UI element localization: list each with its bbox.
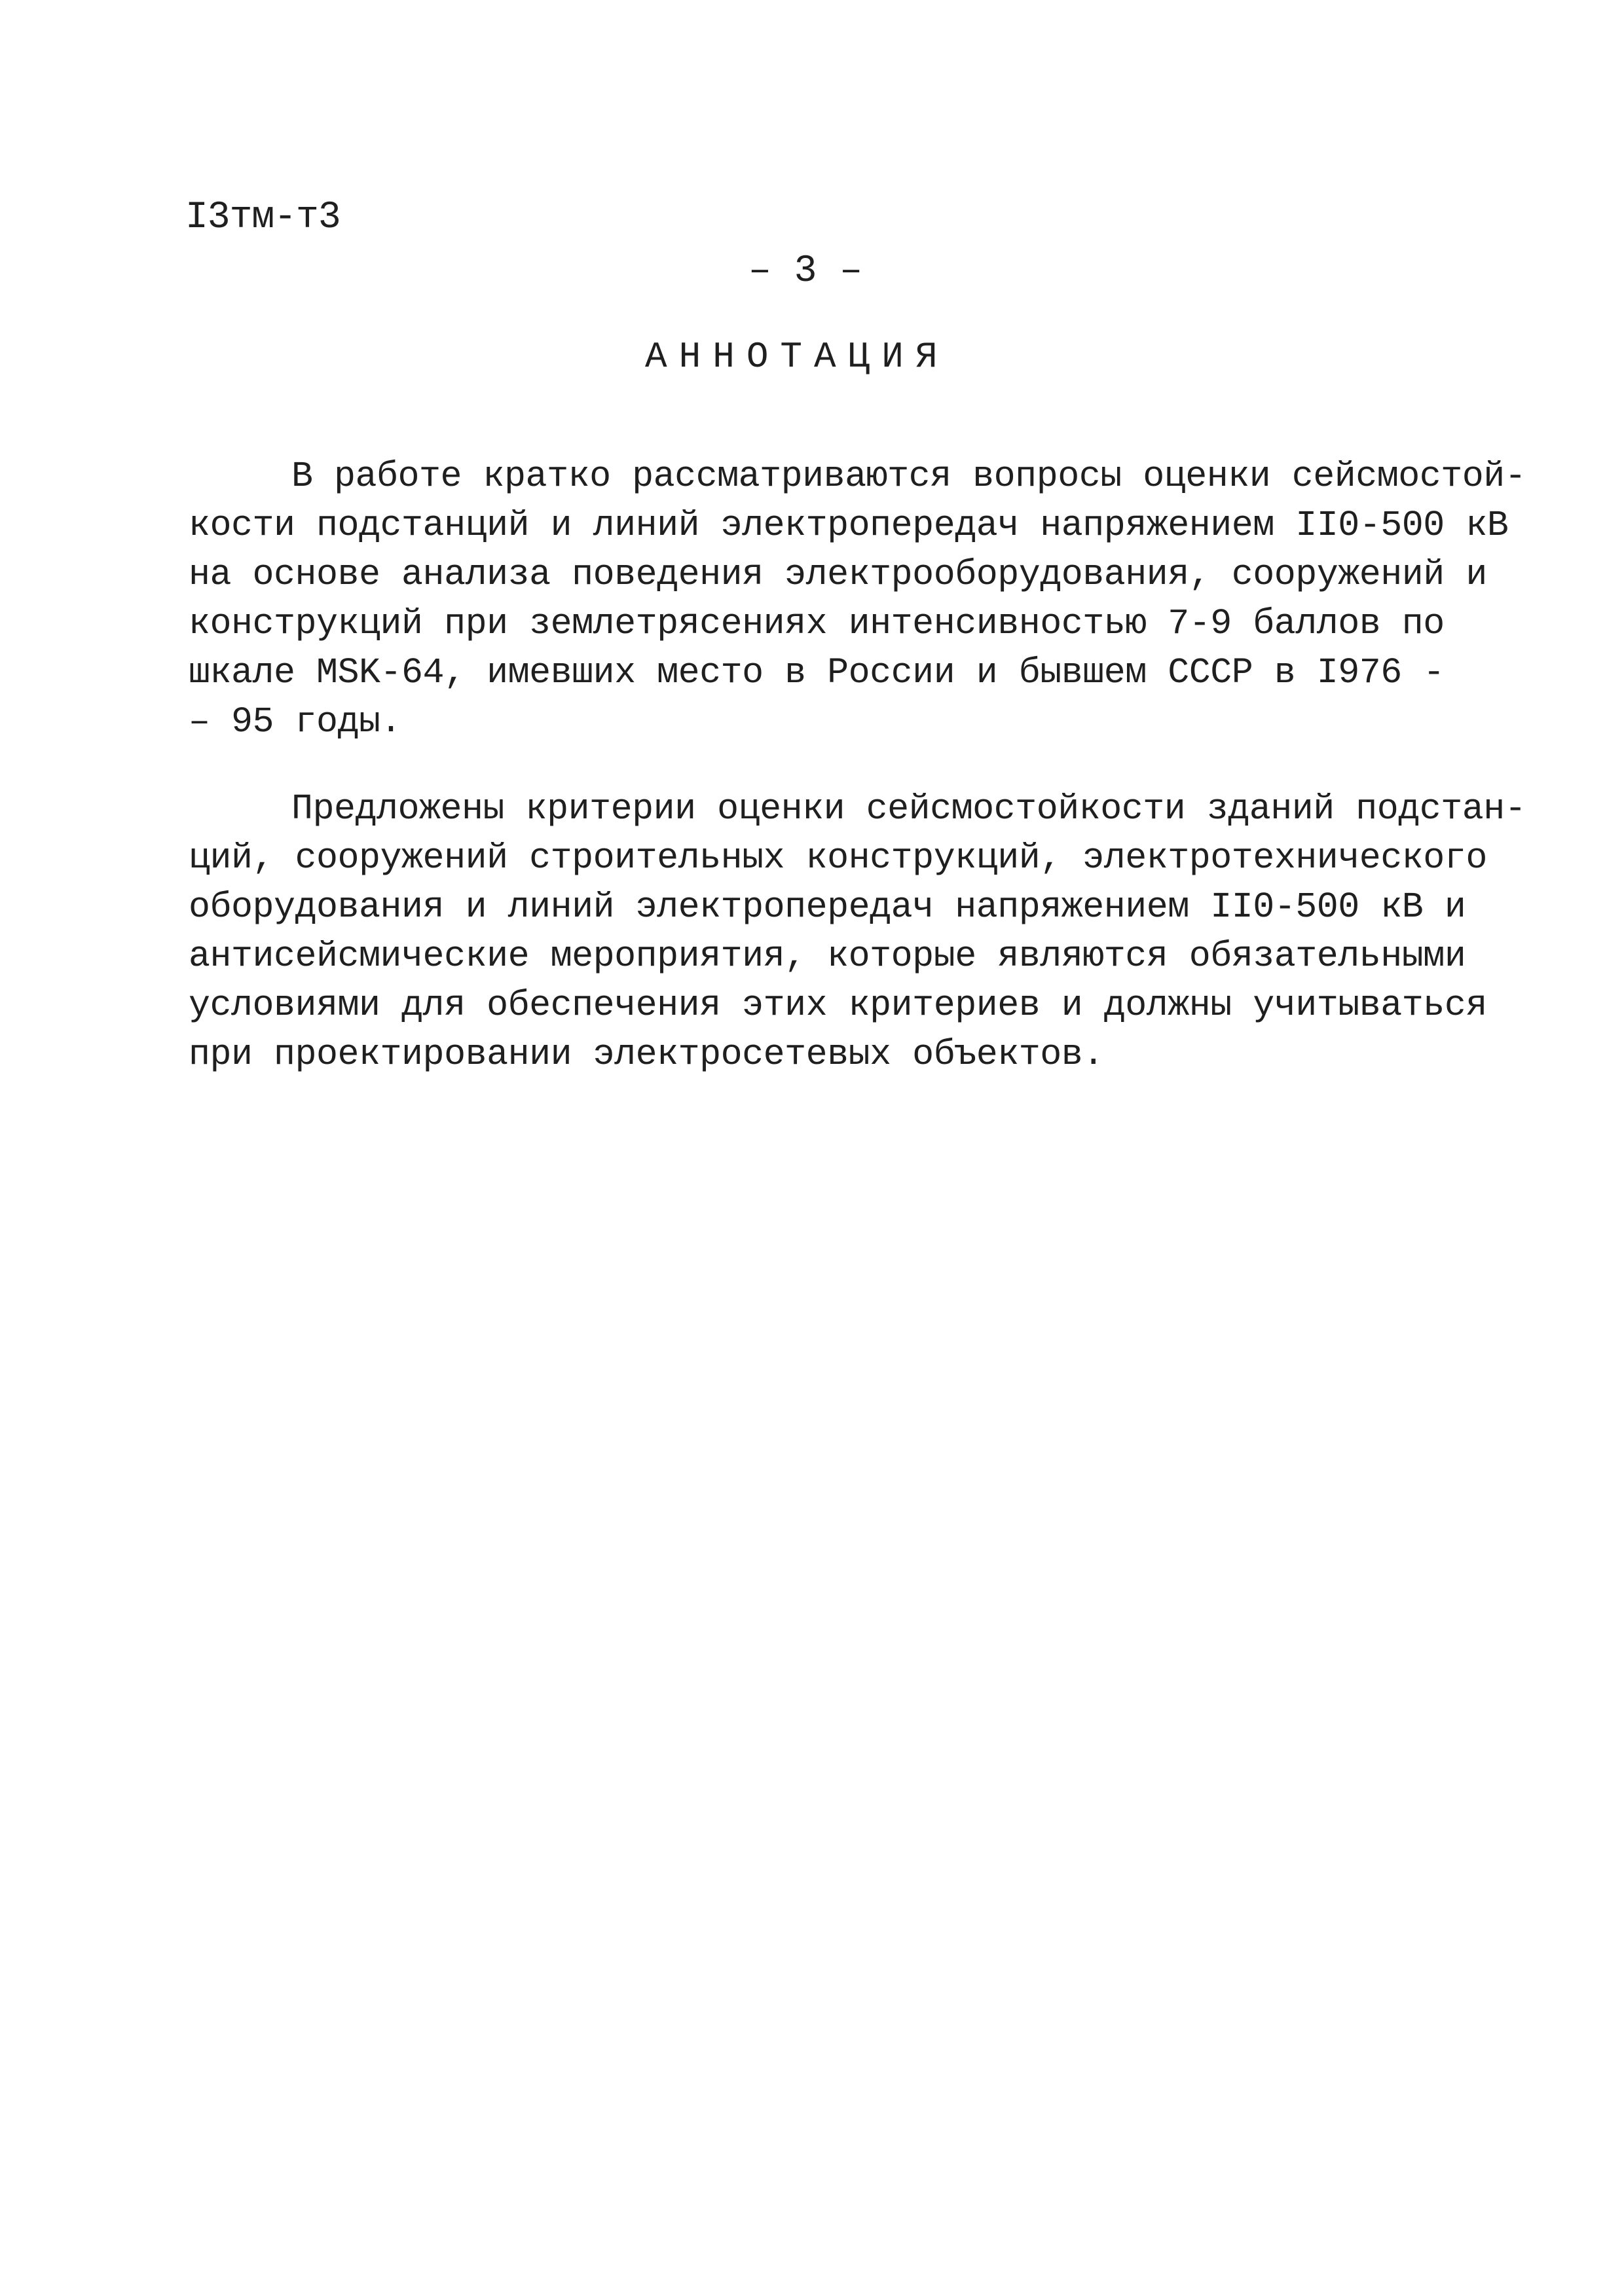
paragraph-line: – 95 годы. <box>189 701 402 742</box>
paragraph-line: кости подстанций и линий электропередач напряжением II0-500 кВ <box>189 505 1509 546</box>
annotation-body <box>189 452 1526 1079</box>
paragraph-line: В работе кратко рассматриваются вопросы оценки сейсмостой- <box>291 456 1526 497</box>
paragraph-2 <box>189 784 1526 1079</box>
page-number: – 3 – <box>748 250 863 293</box>
paragraph-gap <box>189 746 1459 784</box>
paragraph-line: конструкций при землетрясениях интенсивностью 7-9 баллов по <box>189 603 1445 644</box>
paragraph-line: ций, сооружений строительных конструкций, электротехнического <box>189 837 1487 879</box>
paragraph-line: шкале MSK-64, имевших место в России и бывшем СССР в I976 - <box>189 652 1445 693</box>
paragraph-line: при проектировании электросетевых объектов. <box>189 1034 1104 1075</box>
document-code: I3тм-т3 <box>185 196 341 239</box>
paragraph-line: антисейсмические мероприятия, которые являются обязательными <box>189 936 1466 977</box>
paragraph-1 <box>189 452 1526 746</box>
paragraph-line: Предложены критерии оценки сейсмостойкости зданий подстан- <box>291 788 1526 829</box>
section-heading: АННОТАЦИЯ <box>645 336 950 378</box>
paragraph-line: оборудования и линий электропередач напряжением II0-500 кВ и <box>189 886 1466 928</box>
paragraph-line: условиями для обеспечения этих критериев и должны учитываться <box>189 985 1487 1026</box>
paragraph-line: на основе анализа поведения электрооборудования, сооружений и <box>189 554 1487 595</box>
